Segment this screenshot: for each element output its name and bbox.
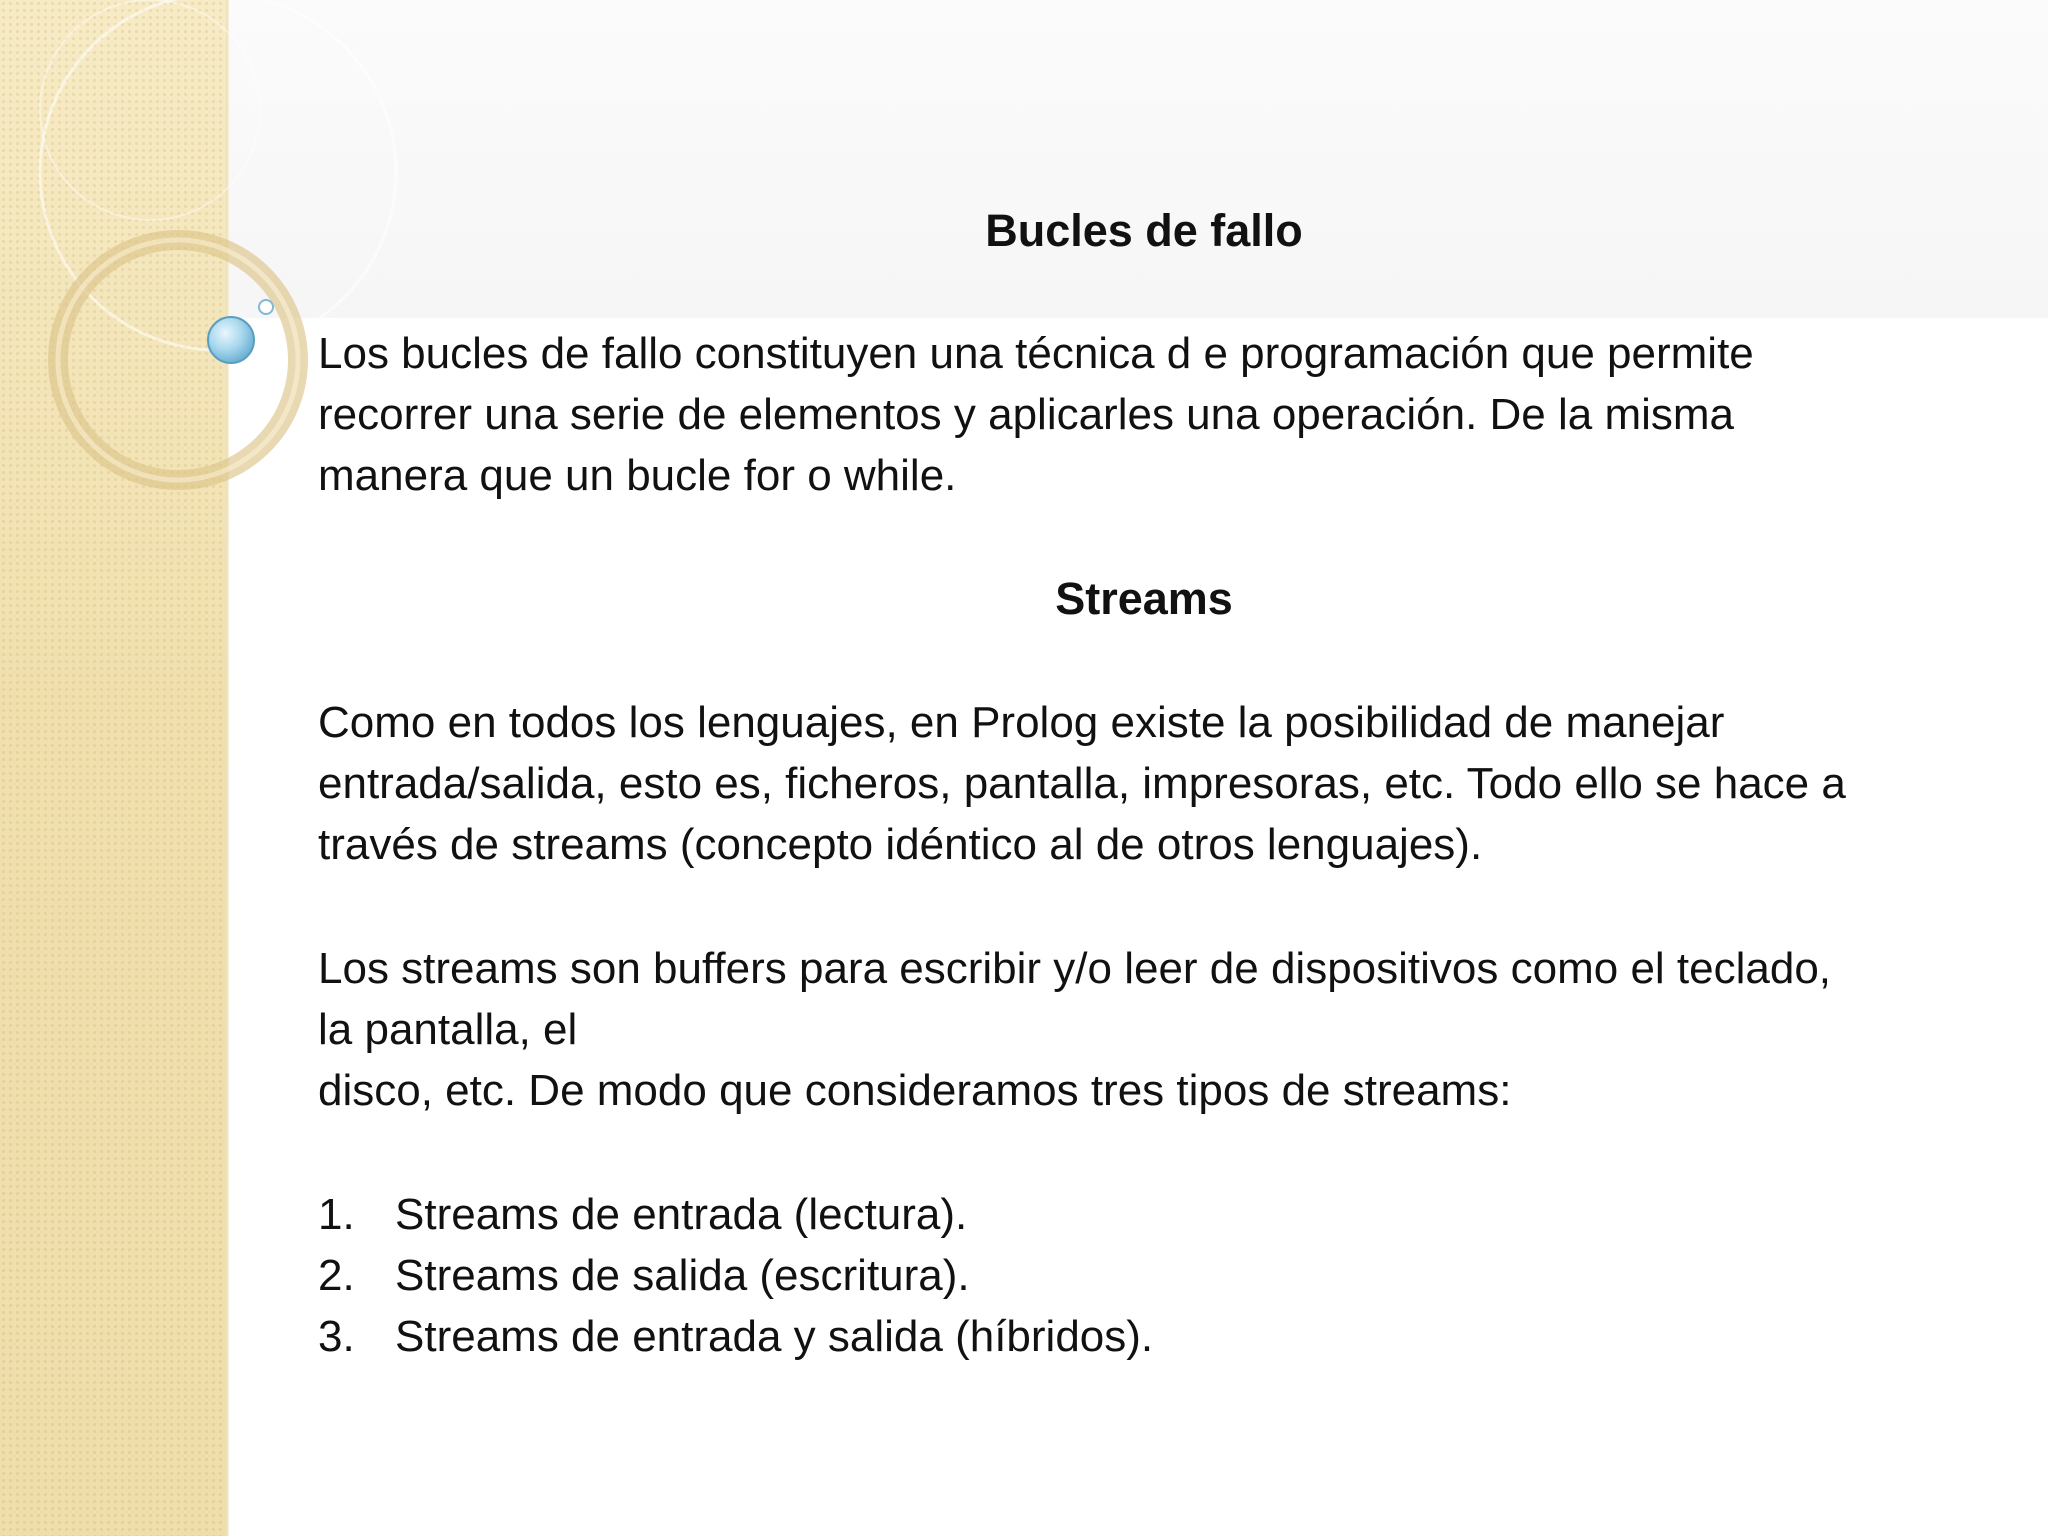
list-item-number: 2. <box>318 1251 355 1300</box>
list-item <box>318 1306 1153 1367</box>
text-line: Los bucles de fallo constituyen una técnica d e programación que permite <box>318 329 1754 378</box>
decorative-ring-medium-highlight <box>58 240 298 480</box>
text-line: través de streams (concepto idéntico al de otros lenguajes). <box>318 820 1483 869</box>
text-line: la pantalla, el <box>318 1005 578 1054</box>
decorative-bubble-large <box>208 317 254 363</box>
text-line: Como en todos los lenguajes, en Prolog existe la posibilidad de manejar <box>318 698 1725 747</box>
stream-types-list <box>318 1184 1153 1367</box>
list-item-number: 1. <box>318 1190 355 1239</box>
list-item <box>318 1184 1153 1245</box>
decorative-circles-graphic <box>0 0 330 520</box>
heading-streams: Streams <box>1055 573 1233 624</box>
list-item-text: Streams de entrada (lectura). <box>395 1190 968 1239</box>
list-item-number: 3. <box>318 1312 355 1361</box>
heading-bucles-de-fallo: Bucles de fallo <box>985 205 1303 256</box>
list-item-text: Streams de salida (escritura). <box>395 1251 970 1300</box>
paragraph-bucles-de-fallo <box>318 323 1998 506</box>
decorative-ring-top <box>40 0 260 220</box>
header-band <box>228 0 2048 318</box>
text-line: recorrer una serie de elementos y aplicarles una operación. De la misma <box>318 390 1735 439</box>
paragraph-streams-intro <box>318 692 1998 875</box>
decorative-bubble-small <box>259 300 273 314</box>
paragraph-streams-buffers <box>318 938 1998 1121</box>
list-item-text: Streams de entrada y salida (híbridos). <box>395 1312 1154 1361</box>
list-item <box>318 1245 1153 1306</box>
text-line: entrada/salida, esto es, ficheros, pantalla, impresoras, etc. Todo ello se hace a <box>318 759 1846 808</box>
text-line: manera que un bucle for o while. <box>318 451 957 500</box>
text-line: Los streams son buffers para escribir y/o leer de dispositivos como el teclado, <box>318 944 1832 993</box>
text-line: disco, etc. De modo que consideramos tres tipos de streams: <box>318 1066 1512 1115</box>
